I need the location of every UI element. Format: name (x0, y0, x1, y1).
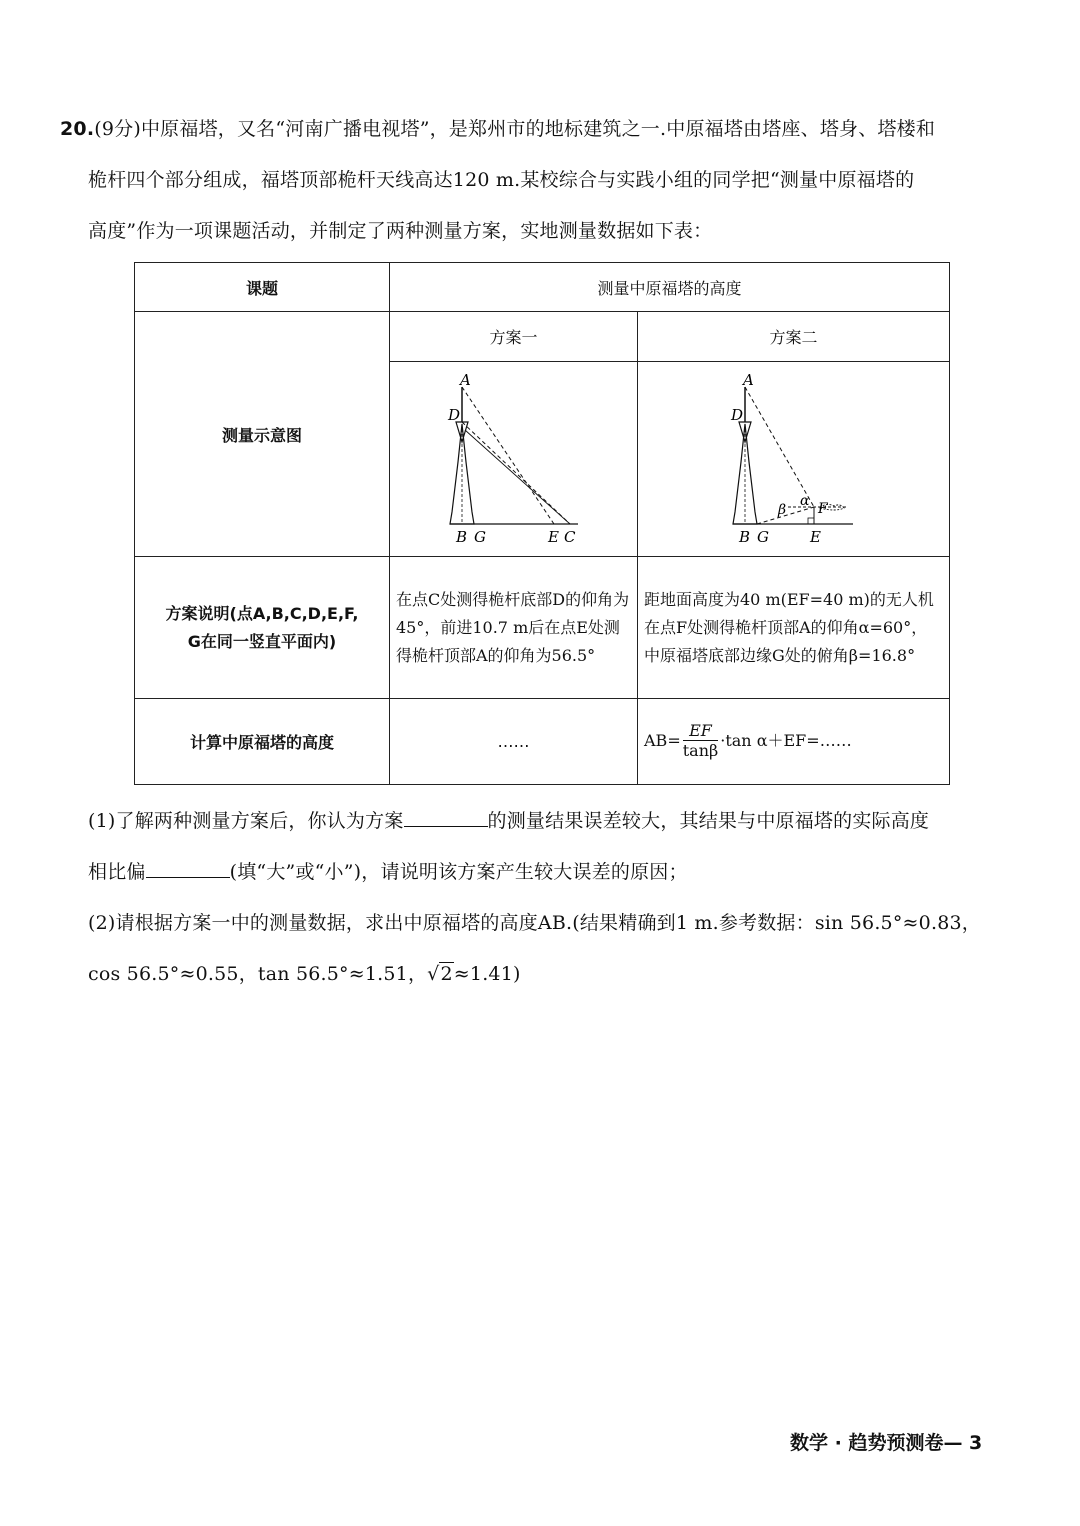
calc-label: 计算中原福塔的高度 (135, 699, 390, 785)
part1-text-d: (填“大”或“小”)，请说明该方案产生较大误差的原因； (229, 861, 688, 883)
label-C: C (564, 528, 576, 546)
topic-value: 测量中原福塔的高度 (390, 263, 950, 312)
calc-fraction (683, 722, 719, 761)
label2-beta: β (778, 502, 787, 518)
desc-label (135, 557, 390, 699)
part2-line1: (2)请根据方案一中的测量数据，求出中原福塔的高度AB.(结果精确到1 m.参考数据：sin 56.5°≈0.83， (88, 912, 981, 934)
label-G: G (474, 528, 486, 546)
calc-denominator: tanβ (682, 741, 719, 760)
label2-alpha: α (800, 493, 810, 509)
label-E: E (548, 528, 559, 546)
label2-B: B (739, 528, 751, 546)
label2-E: E (810, 528, 821, 546)
calc-suffix: ·tan α＋EF=…… (720, 731, 852, 750)
answer-blank-1[interactable] (404, 808, 488, 827)
label2-G: G (757, 528, 769, 546)
label2-A: A (743, 371, 754, 389)
calc-prefix: AB= (644, 731, 681, 750)
part1-text-b: 的测量结果误差较大，其结果与中原福塔的实际高度 (487, 810, 930, 832)
part1-text-c: 相比偏 (88, 861, 146, 883)
label-B: B (456, 528, 468, 546)
part1-line2 (88, 847, 1038, 898)
plan1-description: 在点C处测得桅杆底部D的仰角为45°，前进10.7 m后在点E处测得桅杆顶部A的仰角为56.5° (390, 557, 638, 699)
calc-numerator: EF (683, 722, 719, 741)
stem-line-3: 高度”作为一项课题活动，并制定了两种测量方案，实地测量数据如下表： (88, 220, 713, 242)
plan1-title: 方案一 (390, 312, 638, 362)
answer-blank-2[interactable] (146, 859, 230, 878)
desc-label-line1: 方案说明(点A,B,C,D,E,F, (165, 603, 359, 623)
plan2-diagram-cell (638, 362, 950, 557)
label-D: D (448, 406, 461, 424)
stem-line-1 (60, 104, 1040, 155)
part2-text-c: ≈1.41) (453, 963, 521, 985)
plan1-diagram (390, 362, 637, 552)
question-stem (60, 104, 1040, 257)
diagram-label: 测量示意图 (135, 312, 390, 557)
plan1-diagram-cell (390, 362, 638, 557)
measurement-table (134, 262, 950, 785)
sub-questions (88, 796, 1038, 1000)
part2-text-b: cos 56.5°≈0.55，tan 56.5°≈1.51， (88, 963, 428, 985)
stem-line-2: 桅杆四个部分组成，福塔顶部桅杆天线高达120 m.某校综合与实践小组的同学把“测量中原福塔的 (88, 169, 915, 191)
label2-F: F (818, 501, 828, 517)
label2-D: D (731, 406, 744, 424)
part1-text-a: (1)了解两种测量方案后，你认为方案 (88, 810, 404, 832)
plan2-description: 距地面高度为40 m(EF=40 m)的无人机在点F处测得桅杆顶部A的仰角α=60°，中原福塔底部边缘G处的俯角β=16.8° (638, 557, 950, 699)
plan2-title: 方案二 (638, 312, 950, 362)
part1-line1 (88, 796, 1038, 847)
page-footer: 数学 · 趋势预测卷— 3 (790, 1432, 983, 1454)
plan2-diagram (638, 362, 949, 552)
desc-label-line2: G在同一竖直平面内) (187, 631, 337, 651)
part2-line2: cos 56.5°≈0.55，tan 56.5°≈1.51，√2≈1.41) (88, 963, 521, 985)
topic-label: 课题 (135, 263, 390, 312)
stem-text-1: (9分)中原福塔，又名“河南广播电视塔”，是郑州市的地标建筑之一.中原福塔由塔座、塔身、塔楼和 (94, 118, 936, 140)
plan2-calc (638, 699, 950, 785)
question-number: 20. (60, 118, 95, 140)
plan1-calc: …… (390, 699, 638, 785)
sqrt-arg: 2 (440, 963, 453, 985)
label-A: A (460, 371, 471, 389)
